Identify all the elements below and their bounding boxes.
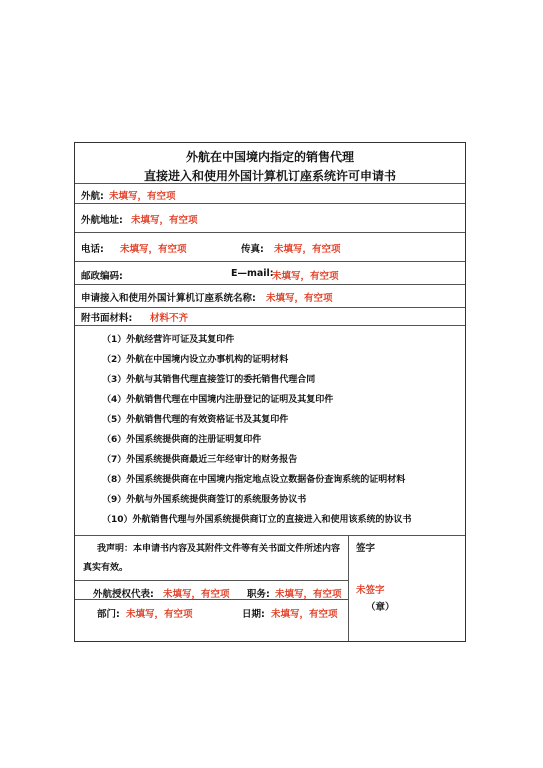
- column-divider: [348, 536, 349, 641]
- position-value: 未填写，有空项: [275, 589, 342, 600]
- signature-value: 未签字: [356, 585, 385, 596]
- attachments-value: 材料不齐: [150, 313, 189, 324]
- address-row: [75, 204, 465, 233]
- signature-label: 签字: [356, 543, 376, 554]
- divider-line: [75, 599, 348, 600]
- date-value: 未填写，有空项: [271, 609, 338, 620]
- authorized-rep-value: 未填写，有空项: [163, 589, 230, 600]
- system-name-row: [75, 285, 465, 308]
- fax-value: 未填写，有空项: [274, 244, 341, 255]
- divider-line: [75, 580, 348, 581]
- declaration-text: 我声明：本申请书内容及其附件文件等有关书面文件所述内容真实有效。: [83, 544, 341, 573]
- authorized-rep-label: 外航授权代表:: [93, 589, 154, 600]
- email-label: E—mail:: [231, 268, 274, 279]
- fax-label: 传真:: [241, 244, 264, 255]
- postcode-label: 邮政编码:: [81, 271, 123, 282]
- system-name-label: 申请接入和使用外国计算机订座系统名称:: [81, 293, 256, 304]
- document-item-2: （2）外航在中国境内设立办事机构的证明材料: [102, 355, 289, 365]
- document-item-8: （8）外国系统提供商在中国境内指定地点设立数据备份查询系统的证明材料: [102, 475, 406, 485]
- document-item-6: （6）外国系统提供商的注册证明复印件: [102, 435, 262, 445]
- department-label: 部门:: [97, 609, 120, 620]
- document-item-9: （9）外航与外国系统提供商签订的系统服务协议书: [102, 495, 307, 505]
- document-item-4: （4）外航销售代理在中国境内注册登记的证明及其复印件: [102, 395, 334, 405]
- seal-label: （章）: [366, 602, 395, 613]
- application-form: [74, 142, 466, 642]
- address-label: 外航地址:: [81, 215, 123, 226]
- form-title-line1: 外航在中国境内指定的销售代理: [185, 150, 354, 164]
- document-item-7: （7）外国系统提供商最近三年经审计的财务报告: [102, 455, 298, 465]
- document-item-3: （3）外航与其销售代理直接签订的委托销售代理合同: [102, 375, 316, 385]
- airline-label: 外航:: [81, 191, 104, 202]
- postcode-email-row: [75, 262, 465, 285]
- declaration-block: [75, 535, 465, 641]
- airline-row: [75, 184, 465, 204]
- address-value: 未填写，有空项: [131, 215, 198, 226]
- form-title-line2: 直接进入和使用外国计算机订座系统许可申请书: [143, 169, 396, 183]
- email-value: 未填写，有空项: [272, 271, 339, 282]
- date-label: 日期:: [242, 609, 265, 620]
- document-item-1: （1）外航经营许可证及其复印件: [102, 335, 235, 345]
- system-name-value: 未填写，有空项: [266, 293, 333, 304]
- department-value: 未填写，有空项: [126, 609, 193, 620]
- document-item-10: （10）外航销售代理与外国系统提供商订立的直接进入和使用该系统的协议书: [102, 515, 412, 525]
- document-item-5: （5）外航销售代理的有效资格证书及其复印件: [102, 415, 289, 425]
- airline-value: 未填写，有空项: [109, 191, 176, 202]
- phone-fax-row: [75, 233, 465, 262]
- position-label: 职务:: [247, 589, 270, 600]
- form-title-block: [75, 143, 465, 184]
- phone-label: 电话:: [81, 244, 104, 255]
- phone-value: 未填写，有空项: [120, 244, 187, 255]
- attachments-label: 附书面材料:: [81, 313, 133, 324]
- attachments-row: [75, 308, 465, 326]
